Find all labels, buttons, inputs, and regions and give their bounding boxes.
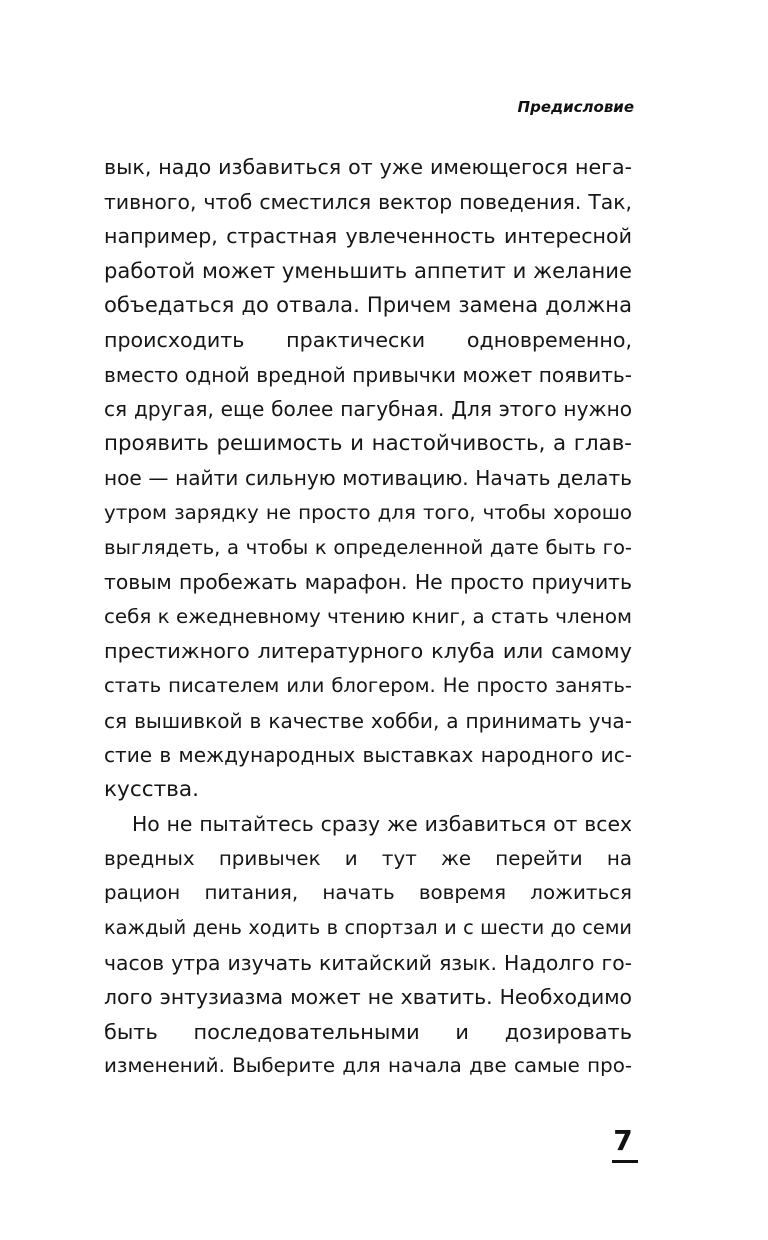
text-line: престижного литературного клуба или самому bbox=[104, 639, 632, 664]
text-line: вместо одной вредной привычки может появить- bbox=[104, 362, 632, 387]
text-line: утром зарядку не просто для того, чтобы хорошо bbox=[104, 500, 632, 524]
text-line: лого энтузиазма может не хватить. Необходимо bbox=[104, 985, 632, 1010]
text-line: происходить практически одновременно, bbox=[104, 327, 632, 352]
text-line: объедаться до отвала. Причем замена должна bbox=[104, 292, 632, 318]
page-number-rule bbox=[612, 1160, 638, 1163]
text-line: вык, надо избавиться от уже имеющегося нега- bbox=[104, 155, 632, 179]
text-line: каждый день ходить в спортзал и с шести до семи bbox=[104, 916, 632, 940]
text-line: работой может уменьшить аппетит и желание bbox=[104, 257, 632, 283]
text-line: товым пробежать марафон. Не просто приучить bbox=[104, 570, 632, 595]
text-line: выглядеть, а чтобы к определенной дате быть го- bbox=[104, 535, 632, 559]
text-line: рацион питания, начать вовремя ложиться bbox=[104, 881, 632, 905]
body-text bbox=[104, 150, 632, 1084]
text-line: быть последовательными и дозировать bbox=[104, 1019, 632, 1044]
text-line: например, страстная увлеченность интересной bbox=[104, 224, 632, 249]
text-line: ное — найти сильную мотивацию. Начать делать bbox=[104, 466, 632, 491]
text-line: Но не пытайтесь сразу же избавиться от всех bbox=[132, 812, 632, 837]
text-line: стие в международных выставках народного ис- bbox=[104, 743, 632, 768]
text-line: проявить решимость и настойчивость, а глав- bbox=[104, 430, 632, 456]
page-number: 7 bbox=[613, 1124, 633, 1157]
text-line: вредных привычек и тут же перейти на bbox=[104, 846, 632, 870]
text-line: стать писателем или блогером. Не просто занять- bbox=[104, 673, 632, 697]
text-line: себя к ежедневному чтению книг, а стать членом bbox=[104, 604, 632, 628]
text-line: ся вышивкой в качестве хобби, а принимать уча- bbox=[104, 708, 632, 733]
text-line: часов утра изучать китайский язык. Надолго го- bbox=[104, 950, 632, 975]
running-title: Предисловие bbox=[517, 98, 634, 116]
text-line: тивного, чтоб сместился вектор поведения. Так, bbox=[104, 189, 632, 214]
text-line: кусства. bbox=[104, 776, 199, 802]
text-line: изменений. Выберите для начала две самые про- bbox=[104, 1054, 632, 1078]
text-line: ся другая, еще более пагубная. Для этого нужно bbox=[104, 397, 632, 422]
